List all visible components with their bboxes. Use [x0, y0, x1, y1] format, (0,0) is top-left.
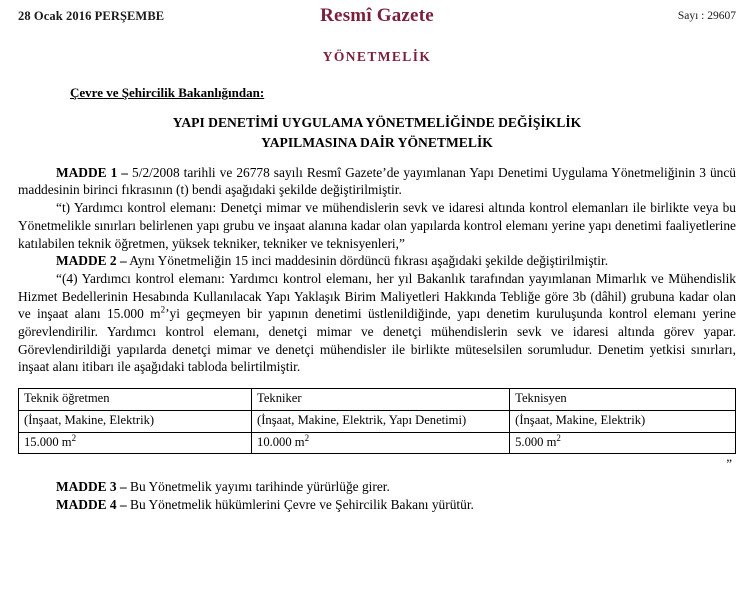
masthead-title: Resmî Gazete — [320, 5, 434, 26]
madde-2-quote-superscript: 2 — [160, 304, 166, 315]
regulation-title-line-1: YAPI DENETİMİ UYGULAMA YÖNETMELİĞİNDE DEĞİŞİKLİK — [172, 115, 582, 130]
paragraph-madde-1-quote — [18, 199, 736, 252]
madde-3-label: MADDE 3 – — [56, 479, 127, 495]
table-cell-area-2-value: 10.000 m — [257, 434, 305, 449]
madde-1-label: MADDE 1 – — [56, 164, 129, 180]
issuing-agency: Çevre ve Şehircilik Bakanlığından: — [70, 85, 265, 100]
table-cell-branches-3: (İnşaat, Makine, Elektrik) — [510, 410, 736, 432]
regulation-title-line-2: YAPILMASINA DAİR YÖNETMELİK — [261, 135, 493, 151]
table-cell-area-1-sup: 2 — [71, 432, 77, 443]
paragraph-madde-3 — [18, 478, 736, 496]
document-page — [0, 7, 754, 590]
madde-2-label: MADDE 2 – — [56, 253, 127, 269]
madde-2-text: Aynı Yönetmeliğin 15 inci maddesinin dördüncü fıkrası aşağıdaki şekilde değiştirilmiştir. — [126, 253, 609, 269]
madde-1-quote-text: “t) Yardımcı kontrol elemanı: Denetçi mimar ve mühendislerin sevk ve idaresi altında kontrol elemanları ile birlikte veya bu Yönetmelikle sınırları belirlenen yapı grubu ve inşaat alanına kadar olan yapılarda kontrol elemanı yerine yapı denetimi faaliyetlerine katılabilen teknik öğretmen, yüksek tekniker, tekniker ve teknisyenleri,” — [18, 200, 736, 251]
paragraph-madde-2-quote — [18, 270, 736, 376]
closing-quote-mark: ” — [726, 456, 732, 472]
masthead-issue-number: Sayı : 29607 — [677, 10, 736, 22]
table-cell-area-2 — [252, 432, 510, 454]
table-cell-area-1-value: 15.000 m — [24, 434, 72, 449]
final-articles — [18, 478, 736, 514]
table-row — [19, 389, 736, 411]
madde-2-quote-before: “(4) Yardımcı kontrol elemanı: Yardımcı kontrol elemanı, her yıl Bakanlık tarafından yayımlanan Mimarlık ve Mühendislik Hizmet Bedellerinin Hesabında Kullanılacak Yapı Yaklaşık Birim Maliyetleri Hakkında Tebliğe göre 3b (dâhil) grubuna kadar olan ve inşaat alanı 15.000 m — [18, 270, 736, 322]
table-cell-role-2: Tekniker — [252, 389, 510, 411]
table-cell-area-1 — [19, 432, 252, 454]
masthead — [18, 7, 736, 33]
document-body — [18, 164, 736, 515]
limits-table — [18, 388, 736, 454]
table-row — [19, 432, 736, 454]
paragraph-madde-1 — [18, 164, 736, 199]
madde-4-label: MADDE 4 – — [56, 497, 127, 513]
paragraph-madde-4 — [18, 496, 736, 514]
madde-3-text: Bu Yönetmelik yayımı tarihinde yürürlüğe girer. — [126, 479, 390, 495]
table-cell-area-3 — [510, 432, 736, 454]
table-cell-role-3: Teknisyen — [510, 389, 736, 411]
madde-4-text: Bu Yönetmelik hükümlerini Çevre ve Şehircilik Bakanı yürütür. — [126, 497, 474, 513]
document-kind-heading: YÖNETMELİK — [322, 49, 432, 64]
table-cell-area-2-sup: 2 — [304, 432, 310, 443]
table-cell-area-3-sup: 2 — [556, 432, 561, 443]
table-cell-area-3-value: 5.000 m — [515, 434, 557, 449]
masthead-date: 28 Ocak 2016 PERŞEMBE — [18, 9, 165, 23]
regulation-title — [18, 113, 736, 154]
table-cell-role-1: Teknik öğretmen — [19, 389, 252, 411]
madde-1-text: 5/2/2008 tarihli ve 26778 sayılı Resmî Gazete’de yayımlanan Yapı Denetimi Uygulama Yönetmeliğinin 3 üncü maddesinin birinci fıkrasının (t) bendi aşağıdaki şekilde değiştirilmiştir. — [18, 164, 736, 198]
paragraph-madde-2 — [18, 252, 736, 270]
madde-2-quote-after: ’yi geçmeyen bir yapının denetimi üstlenildiğinde, yapı denetim kuruluşunda kontrol elemanı yerine görevlendirilir. Yardımcı kontrol elemanı, denetçi mimar ve denetçi mühendislerin sevk ve idaresi altında görev yapar. Görevlendirildiği yapılarda denetçi mimar ve denetçi mühendisler ile birlikte müteselsilen sorumludur. Denetim yetkisi sınırları, inşaat alanı itibarı ile aşağıdaki tabloda belirtilmiştir. — [18, 306, 736, 375]
limits-table-wrapper — [18, 388, 736, 454]
table-row — [19, 410, 736, 432]
table-cell-branches-2: (İnşaat, Makine, Elektrik, Yapı Denetimi) — [252, 410, 510, 432]
table-cell-branches-1: (İnşaat, Makine, Elektrik) — [19, 410, 252, 432]
